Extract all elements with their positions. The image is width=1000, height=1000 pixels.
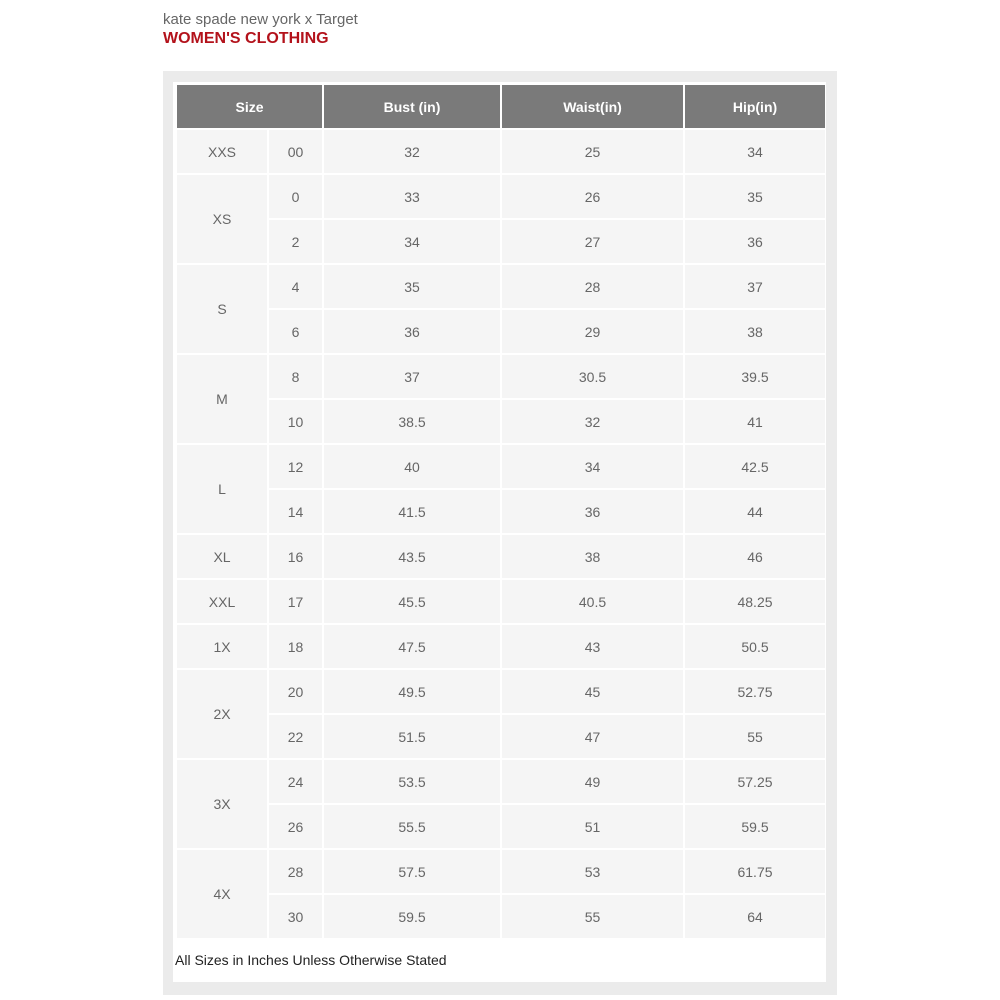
size-number-cell: 20 [269, 670, 322, 713]
waist-cell: 27 [502, 220, 683, 263]
hip-cell: 61.75 [685, 850, 825, 893]
size-label-cell: 2X [177, 670, 267, 758]
hip-cell: 39.5 [685, 355, 825, 398]
waist-cell: 29 [502, 310, 683, 353]
table-row [177, 625, 825, 668]
waist-cell: 53 [502, 850, 683, 893]
bust-cell: 36 [324, 310, 500, 353]
bust-cell: 43.5 [324, 535, 500, 578]
waist-cell: 43 [502, 625, 683, 668]
size-label-cell: XXS [177, 130, 267, 173]
bust-cell: 57.5 [324, 850, 500, 893]
waist-cell: 28 [502, 265, 683, 308]
table-row [177, 310, 825, 353]
size-number-cell: 28 [269, 850, 322, 893]
bust-cell: 55.5 [324, 805, 500, 848]
hip-cell: 55 [685, 715, 825, 758]
bust-cell: 45.5 [324, 580, 500, 623]
table-row [177, 715, 825, 758]
bust-cell: 40 [324, 445, 500, 488]
bust-cell: 53.5 [324, 760, 500, 803]
bust-cell: 35 [324, 265, 500, 308]
hip-cell: 41 [685, 400, 825, 443]
table-row [177, 490, 825, 533]
hip-cell: 36 [685, 220, 825, 263]
size-number-cell: 6 [269, 310, 322, 353]
size-number-cell: 2 [269, 220, 322, 263]
size-number-cell: 18 [269, 625, 322, 668]
size-number-cell: 16 [269, 535, 322, 578]
hip-cell: 46 [685, 535, 825, 578]
table-row [177, 400, 825, 443]
table-row [177, 355, 825, 398]
size-number-cell: 14 [269, 490, 322, 533]
waist-cell: 47 [502, 715, 683, 758]
hip-cell: 59.5 [685, 805, 825, 848]
hip-cell: 37 [685, 265, 825, 308]
table-row [177, 175, 825, 218]
bust-cell: 47.5 [324, 625, 500, 668]
bust-cell: 33 [324, 175, 500, 218]
bust-cell: 59.5 [324, 895, 500, 938]
bust-cell: 37 [324, 355, 500, 398]
brand-line: kate spade new york x Target [163, 11, 358, 28]
size-label-cell: S [177, 265, 267, 353]
bust-cell: 49.5 [324, 670, 500, 713]
size-label-cell: XL [177, 535, 267, 578]
size-number-cell: 10 [269, 400, 322, 443]
table-row [177, 760, 825, 803]
hip-cell: 52.75 [685, 670, 825, 713]
waist-cell: 32 [502, 400, 683, 443]
waist-cell: 36 [502, 490, 683, 533]
bust-cell: 32 [324, 130, 500, 173]
column-header-hip: Hip(in) [685, 85, 825, 128]
hip-cell: 42.5 [685, 445, 825, 488]
waist-cell: 25 [502, 130, 683, 173]
waist-cell: 49 [502, 760, 683, 803]
bust-cell: 51.5 [324, 715, 500, 758]
hip-cell: 50.5 [685, 625, 825, 668]
size-number-cell: 24 [269, 760, 322, 803]
size-label-cell: XXL [177, 580, 267, 623]
table-row [177, 895, 825, 938]
table-row [177, 445, 825, 488]
size-number-cell: 30 [269, 895, 322, 938]
table-header-row [177, 85, 825, 128]
waist-cell: 55 [502, 895, 683, 938]
size-label-cell: 3X [177, 760, 267, 848]
hip-cell: 35 [685, 175, 825, 218]
table-body [177, 130, 825, 938]
size-number-cell: 12 [269, 445, 322, 488]
size-number-cell: 00 [269, 130, 322, 173]
hip-cell: 64 [685, 895, 825, 938]
table-row [177, 805, 825, 848]
column-header-waist: Waist(in) [502, 85, 683, 128]
size-number-cell: 4 [269, 265, 322, 308]
waist-cell: 34 [502, 445, 683, 488]
table-row [177, 850, 825, 893]
size-number-cell: 17 [269, 580, 322, 623]
bust-cell: 34 [324, 220, 500, 263]
size-label-cell: XS [177, 175, 267, 263]
waist-cell: 45 [502, 670, 683, 713]
size-label-cell: M [177, 355, 267, 443]
size-number-cell: 8 [269, 355, 322, 398]
size-number-cell: 22 [269, 715, 322, 758]
bust-cell: 41.5 [324, 490, 500, 533]
waist-cell: 51 [502, 805, 683, 848]
bust-cell: 38.5 [324, 400, 500, 443]
size-label-cell: L [177, 445, 267, 533]
hip-cell: 38 [685, 310, 825, 353]
hip-cell: 34 [685, 130, 825, 173]
size-label-cell: 4X [177, 850, 267, 938]
page-title: WOMEN'S CLOTHING [163, 30, 329, 47]
hip-cell: 57.25 [685, 760, 825, 803]
hip-cell: 44 [685, 490, 825, 533]
size-chart-table [175, 83, 827, 940]
table-row [177, 265, 825, 308]
waist-cell: 30.5 [502, 355, 683, 398]
hip-cell: 48.25 [685, 580, 825, 623]
table-row [177, 220, 825, 263]
waist-cell: 38 [502, 535, 683, 578]
table-row [177, 130, 825, 173]
size-label-cell: 1X [177, 625, 267, 668]
column-header-bust: Bust (in) [324, 85, 500, 128]
waist-cell: 40.5 [502, 580, 683, 623]
waist-cell: 26 [502, 175, 683, 218]
footnote: All Sizes in Inches Unless Otherwise Stated [175, 952, 447, 968]
column-header-size: Size [177, 85, 322, 128]
table-row [177, 535, 825, 578]
table-row [177, 580, 825, 623]
size-number-cell: 26 [269, 805, 322, 848]
size-number-cell: 0 [269, 175, 322, 218]
table-row [177, 670, 825, 713]
